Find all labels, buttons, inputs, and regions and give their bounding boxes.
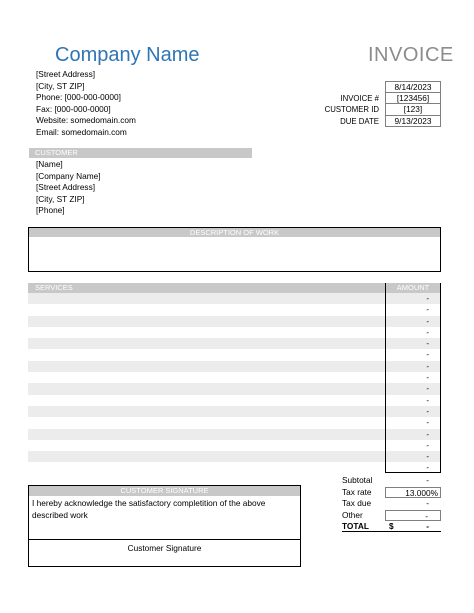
other-amount: -	[425, 510, 428, 521]
invoice-meta-values	[385, 81, 441, 127]
service-amount: -	[426, 294, 429, 303]
invoice-number-field[interactable]: [123456]	[385, 93, 441, 105]
address-phone: Phone: [000-000-0000]	[36, 92, 121, 102]
subtotal-label: Subtotal	[342, 475, 373, 485]
address-email: Email: somedomain.com	[36, 126, 127, 137]
address-street: [Street Address]	[36, 69, 96, 79]
invoice-number-label: INVOICE #	[340, 93, 379, 103]
address-website: Website: somedomain.com	[36, 115, 136, 125]
service-amount: -	[426, 327, 429, 337]
service-amount: -	[426, 350, 429, 360]
tax-rate-label: Tax rate	[342, 486, 372, 497]
service-amount: -	[426, 395, 429, 405]
due-date-label: DUE DATE	[340, 116, 379, 126]
service-row[interactable]	[28, 293, 441, 304]
invoice-meta-labels	[318, 81, 379, 127]
service-amount: -	[426, 316, 429, 326]
customer-signature-box	[28, 485, 301, 567]
service-row[interactable]	[28, 429, 441, 440]
service-row[interactable]	[28, 338, 441, 349]
customer-company[interactable]: [Company Name]	[36, 170, 101, 181]
customer-id-field[interactable]: [123]	[385, 104, 441, 116]
service-row[interactable]	[28, 417, 441, 428]
service-amount: -	[426, 339, 429, 349]
address-fax: Fax: [000-000-0000]	[36, 103, 111, 114]
invoice-title: INVOICE	[368, 44, 454, 66]
service-row[interactable]	[28, 440, 441, 451]
subtotal-amount: -	[426, 475, 429, 485]
customer-phone[interactable]: [Phone]	[36, 205, 65, 215]
tax-due-value	[385, 498, 441, 510]
tax-rate-field[interactable]: 13.000%	[385, 487, 441, 499]
service-row[interactable]	[28, 406, 441, 417]
service-amount: -	[426, 406, 429, 416]
service-amount: -	[426, 373, 429, 383]
invoice-date-field[interactable]: 8/14/2023	[385, 81, 441, 93]
service-amount: -	[426, 452, 429, 462]
total-label: TOTAL	[342, 521, 369, 531]
services-table	[28, 293, 441, 474]
signature-label: Customer Signature	[127, 543, 202, 553]
services-heading: SERVICES	[35, 283, 73, 292]
service-row[interactable]	[28, 361, 441, 372]
tax-due-label: Tax due	[342, 498, 372, 508]
totals-labels	[342, 475, 372, 533]
due-date-field[interactable]: 9/13/2023	[385, 116, 441, 128]
totals-values	[385, 475, 441, 533]
service-amount: -	[426, 384, 429, 394]
description-heading: DESCRIPTION OF WORK	[29, 228, 440, 237]
service-row[interactable]	[28, 327, 441, 338]
service-amount: -	[426, 429, 429, 439]
service-amount: -	[426, 440, 429, 450]
customer-street[interactable]: [Street Address]	[36, 182, 96, 192]
other-field[interactable]	[385, 510, 441, 522]
service-row[interactable]	[28, 316, 441, 327]
service-row[interactable]	[28, 462, 441, 473]
services-header	[28, 283, 441, 293]
signature-heading: CUSTOMER SIGNATURE	[29, 486, 300, 496]
tax-due-amount: -	[426, 498, 429, 508]
signature-acknowledgement: I hereby acknowledge the satisfactory completition of the above described work	[32, 498, 266, 520]
customer-city[interactable]: [City, ST ZIP]	[36, 193, 85, 204]
amount-heading: AMOUNT	[396, 283, 430, 292]
subtotal-value	[385, 475, 441, 487]
service-amount: -	[426, 305, 429, 315]
total-amount: -	[426, 521, 429, 531]
service-amount: -	[426, 361, 429, 371]
customer-name[interactable]: [Name]	[36, 159, 63, 169]
customer-details	[36, 159, 101, 217]
total-underline	[342, 531, 441, 532]
service-amount: -	[426, 418, 429, 428]
service-row[interactable]	[28, 349, 441, 360]
currency-symbol: $	[389, 521, 394, 531]
service-row[interactable]	[28, 395, 441, 406]
customer-heading: CUSTOMER	[29, 148, 252, 158]
other-label: Other	[342, 509, 363, 520]
company-name: Company Name	[55, 44, 200, 66]
customer-id-label: CUSTOMER ID	[324, 105, 379, 114]
signature-line[interactable]	[29, 539, 300, 540]
service-row[interactable]	[28, 304, 441, 315]
service-row[interactable]	[28, 372, 441, 383]
service-row[interactable]	[28, 383, 441, 394]
service-row[interactable]	[28, 451, 441, 462]
address-city: [City, ST ZIP]	[36, 80, 85, 91]
description-of-work-box[interactable]	[28, 227, 441, 272]
service-amount: -	[426, 463, 429, 473]
company-address	[36, 69, 136, 138]
